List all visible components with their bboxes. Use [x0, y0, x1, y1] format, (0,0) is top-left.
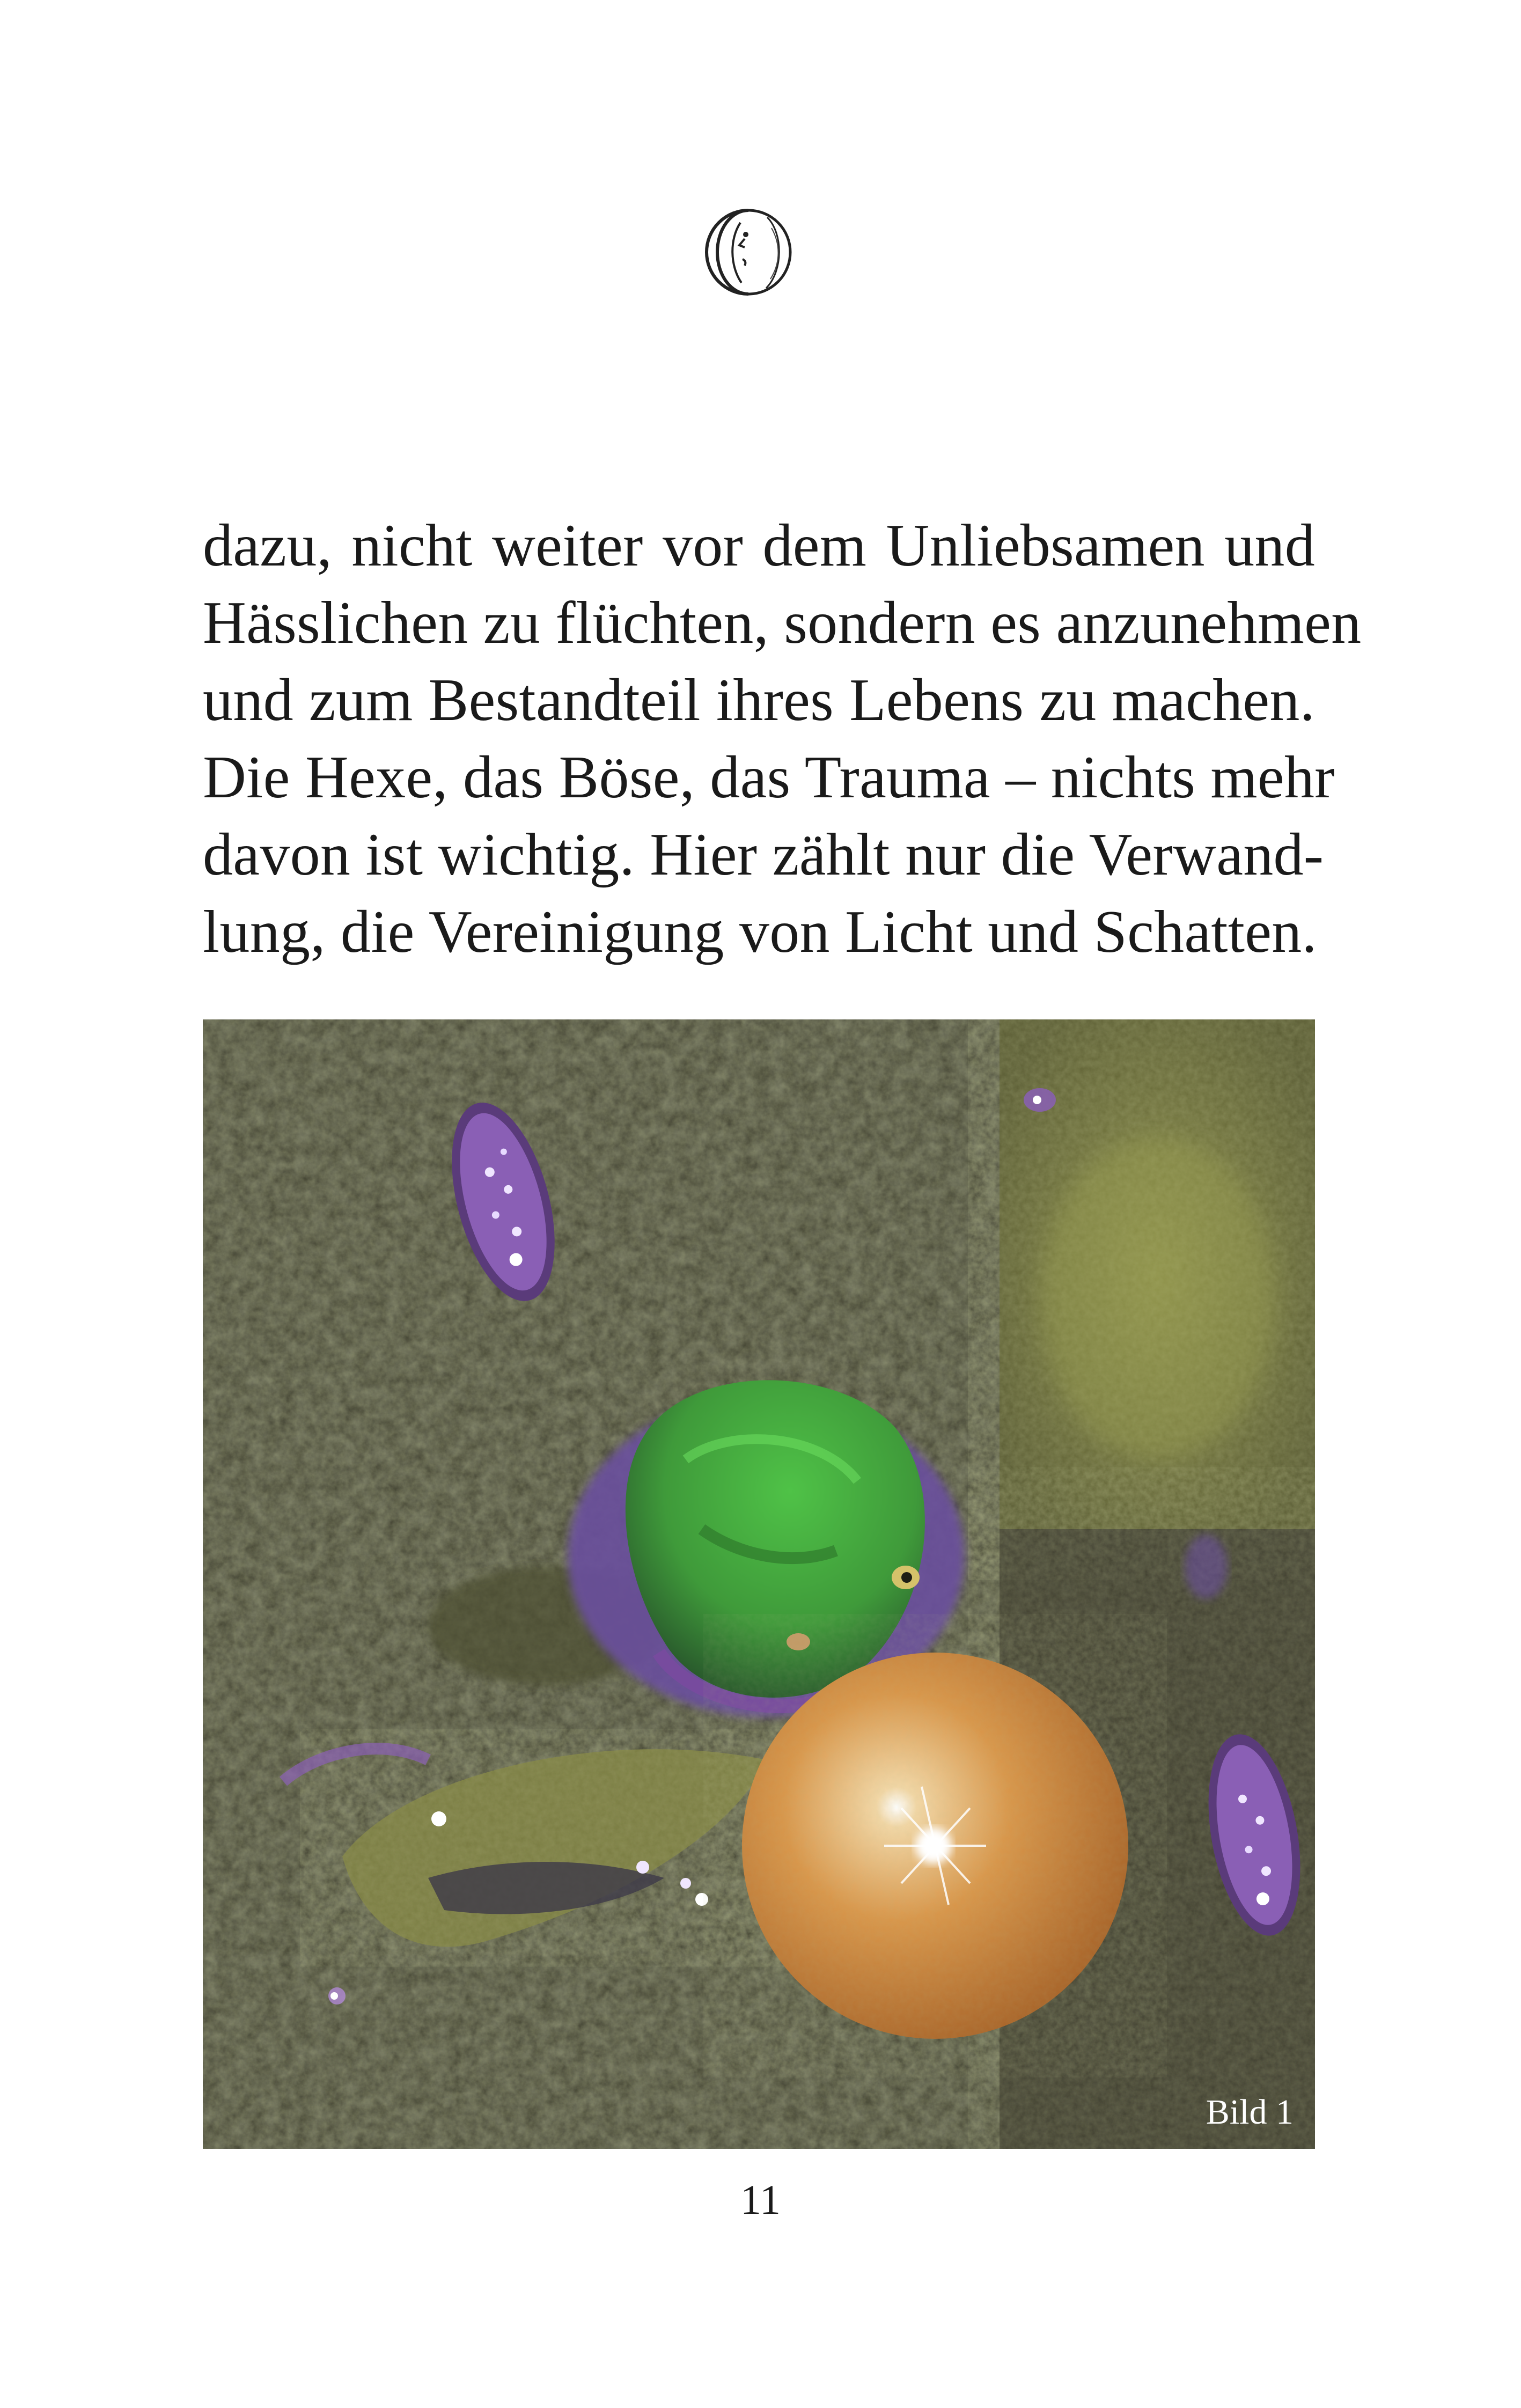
frog-photo-illustration: [203, 1019, 1315, 2149]
text-line: lung, die Vereinigung von Licht und Schatten.: [203, 899, 1317, 965]
text-line: und zum Bestandteil ihres Lebens zu machen.: [203, 667, 1315, 733]
text-line: dazu, nicht weiter vor dem Unliebsamen und: [203, 512, 1315, 579]
crescent-moon-face-icon: [703, 201, 794, 303]
text-line: davon ist wichtig. Hier zählt nur die Verwand-: [203, 821, 1324, 888]
figure-caption: Bild 1: [1206, 2093, 1294, 2132]
page-number: 11: [740, 2176, 781, 2223]
body-text: [203, 507, 1362, 971]
figure-frog-photo: [203, 1019, 1315, 2149]
text-line: Die Hexe, das Böse, das Trauma – nichts mehr: [203, 744, 1335, 811]
text-line: Hässlichen zu flüchten, sondern es anzunehmen: [203, 590, 1362, 656]
